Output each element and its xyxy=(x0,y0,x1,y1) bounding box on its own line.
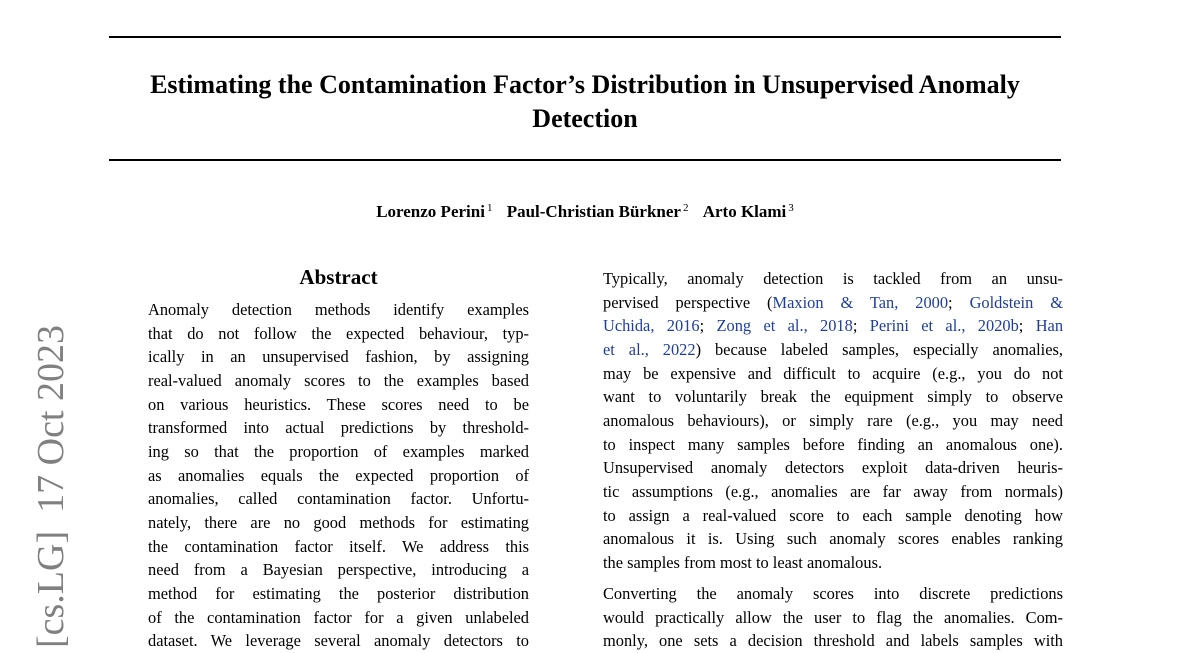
citation-link[interactable]: Perini et al., 2020b xyxy=(869,316,1019,336)
citation-link[interactable]: Uchida, 2016 xyxy=(603,316,700,336)
author: Lorenzo Perini $^1$ xyxy=(376,202,493,221)
intro-line: anomalous behaviours), or simply rare (e.g., you may need xyxy=(603,410,1063,430)
intro-line: tic assumptions (e.g., anomalies are far away from normals) xyxy=(603,481,1063,501)
intro-line: Typically, anomaly detection is tackled from an unsu- xyxy=(603,269,1063,288)
abstract-line: anomalies, called contamination factor. Unfortu- xyxy=(148,489,529,509)
title-bottom-rule xyxy=(109,159,1061,161)
paper-title-line-1: Estimating the Contamination Factor’s Distribution in Unsupervised Anomaly xyxy=(150,70,1020,99)
arxiv-sidebar-stamp xyxy=(31,325,71,648)
abstract-line: ically in an unsupervised fashion, by assigning xyxy=(148,347,529,367)
intro-line: the samples from most to least anomalous. xyxy=(603,552,883,572)
intro-line: Unsupervised anomaly detectors exploit data-driven heuris- xyxy=(603,458,1063,478)
affiliation-mark: 1 xyxy=(486,202,493,214)
abstract-line: method for estimating the posterior distribution xyxy=(148,583,529,603)
intro-line: et al., 2022) because labeled samples, especially anomalies, xyxy=(603,339,1063,359)
abstract-line: the contamination factor itself. We address this xyxy=(148,536,529,556)
intro-line: to inspect many samples before finding an anomalous one). xyxy=(603,434,1063,454)
citation-link[interactable]: et al., 2022 xyxy=(603,339,696,359)
intro-line: Uchida, 2016; Zong et al., 2018; Perini et al., 2020b; Han xyxy=(603,316,1064,336)
arxiv-date: 17 Oct 2023 xyxy=(30,325,72,513)
abstract-line: that do not follow the expected behaviour, typ- xyxy=(148,323,529,343)
abstract-line: real-valued anomaly scores to the examples based xyxy=(148,370,529,390)
abstract-heading: Abstract xyxy=(299,265,378,289)
abstract-line: Anomaly detection methods identify examples xyxy=(148,300,529,319)
intro-line: would practically allow the user to flag the anomalies. Com- xyxy=(603,607,1063,627)
abstract-line: on various heuristics. These scores need to be xyxy=(148,394,529,414)
citation-link[interactable]: Maxion & Tan, 2000 xyxy=(772,292,949,312)
paper-title xyxy=(109,68,1061,136)
intro-paragraph-1 xyxy=(603,267,1063,575)
intro-line: anomalous it is. Using such anomaly scores enables ranking xyxy=(603,529,1063,549)
affiliation-mark: 3 xyxy=(788,202,794,214)
intro-line: pervised perspective (Maxion & Tan, 2000; Goldstein & xyxy=(603,292,1064,312)
author: Paul-Christian Bürkner $^2$ xyxy=(506,202,689,221)
intro-line: monly, one sets a decision threshold and labels samples with xyxy=(603,631,1063,651)
paper-title-line-2: Detection xyxy=(532,104,638,133)
citation-link[interactable]: Zong et al., 2018 xyxy=(716,316,853,336)
abstract-line: as anomalies equals the expected proportion of xyxy=(148,465,529,485)
abstract-line: dataset. We leverage several anomaly detectors to xyxy=(148,631,529,651)
author: Arto Klami $^3$ xyxy=(702,202,794,221)
abstract-line: transformed into actual predictions by threshold- xyxy=(148,418,529,438)
abstract-line: of the contamination factor for a given unlabeled xyxy=(148,607,529,627)
citation-link[interactable]: Goldstein & xyxy=(969,292,1064,312)
affiliation-mark: 2 xyxy=(682,202,689,214)
arxiv-category: [cs.LG] xyxy=(30,530,72,648)
intro-line: to assign a real-valued score to each sample denoting how xyxy=(603,505,1063,525)
title-top-rule xyxy=(109,36,1061,38)
abstract-line: need from a Bayesian perspective, introducing a xyxy=(148,560,529,580)
citation-link[interactable]: Han xyxy=(1035,316,1064,336)
abstract-line: ing so that the proportion of examples marked xyxy=(148,441,529,461)
intro-line: Converting the anomaly scores into discrete predictions xyxy=(603,584,1063,603)
abstract-body xyxy=(148,298,529,653)
intro-line: want to voluntarily break the equipment simply to observe xyxy=(603,387,1063,407)
intro-line: may be expensive and difficult to acquire (e.g., you do not xyxy=(603,363,1063,383)
abstract-line: nately, there are no good methods for estimating xyxy=(148,512,529,532)
intro-paragraph-2 xyxy=(603,582,1063,653)
author-list xyxy=(109,202,1061,222)
